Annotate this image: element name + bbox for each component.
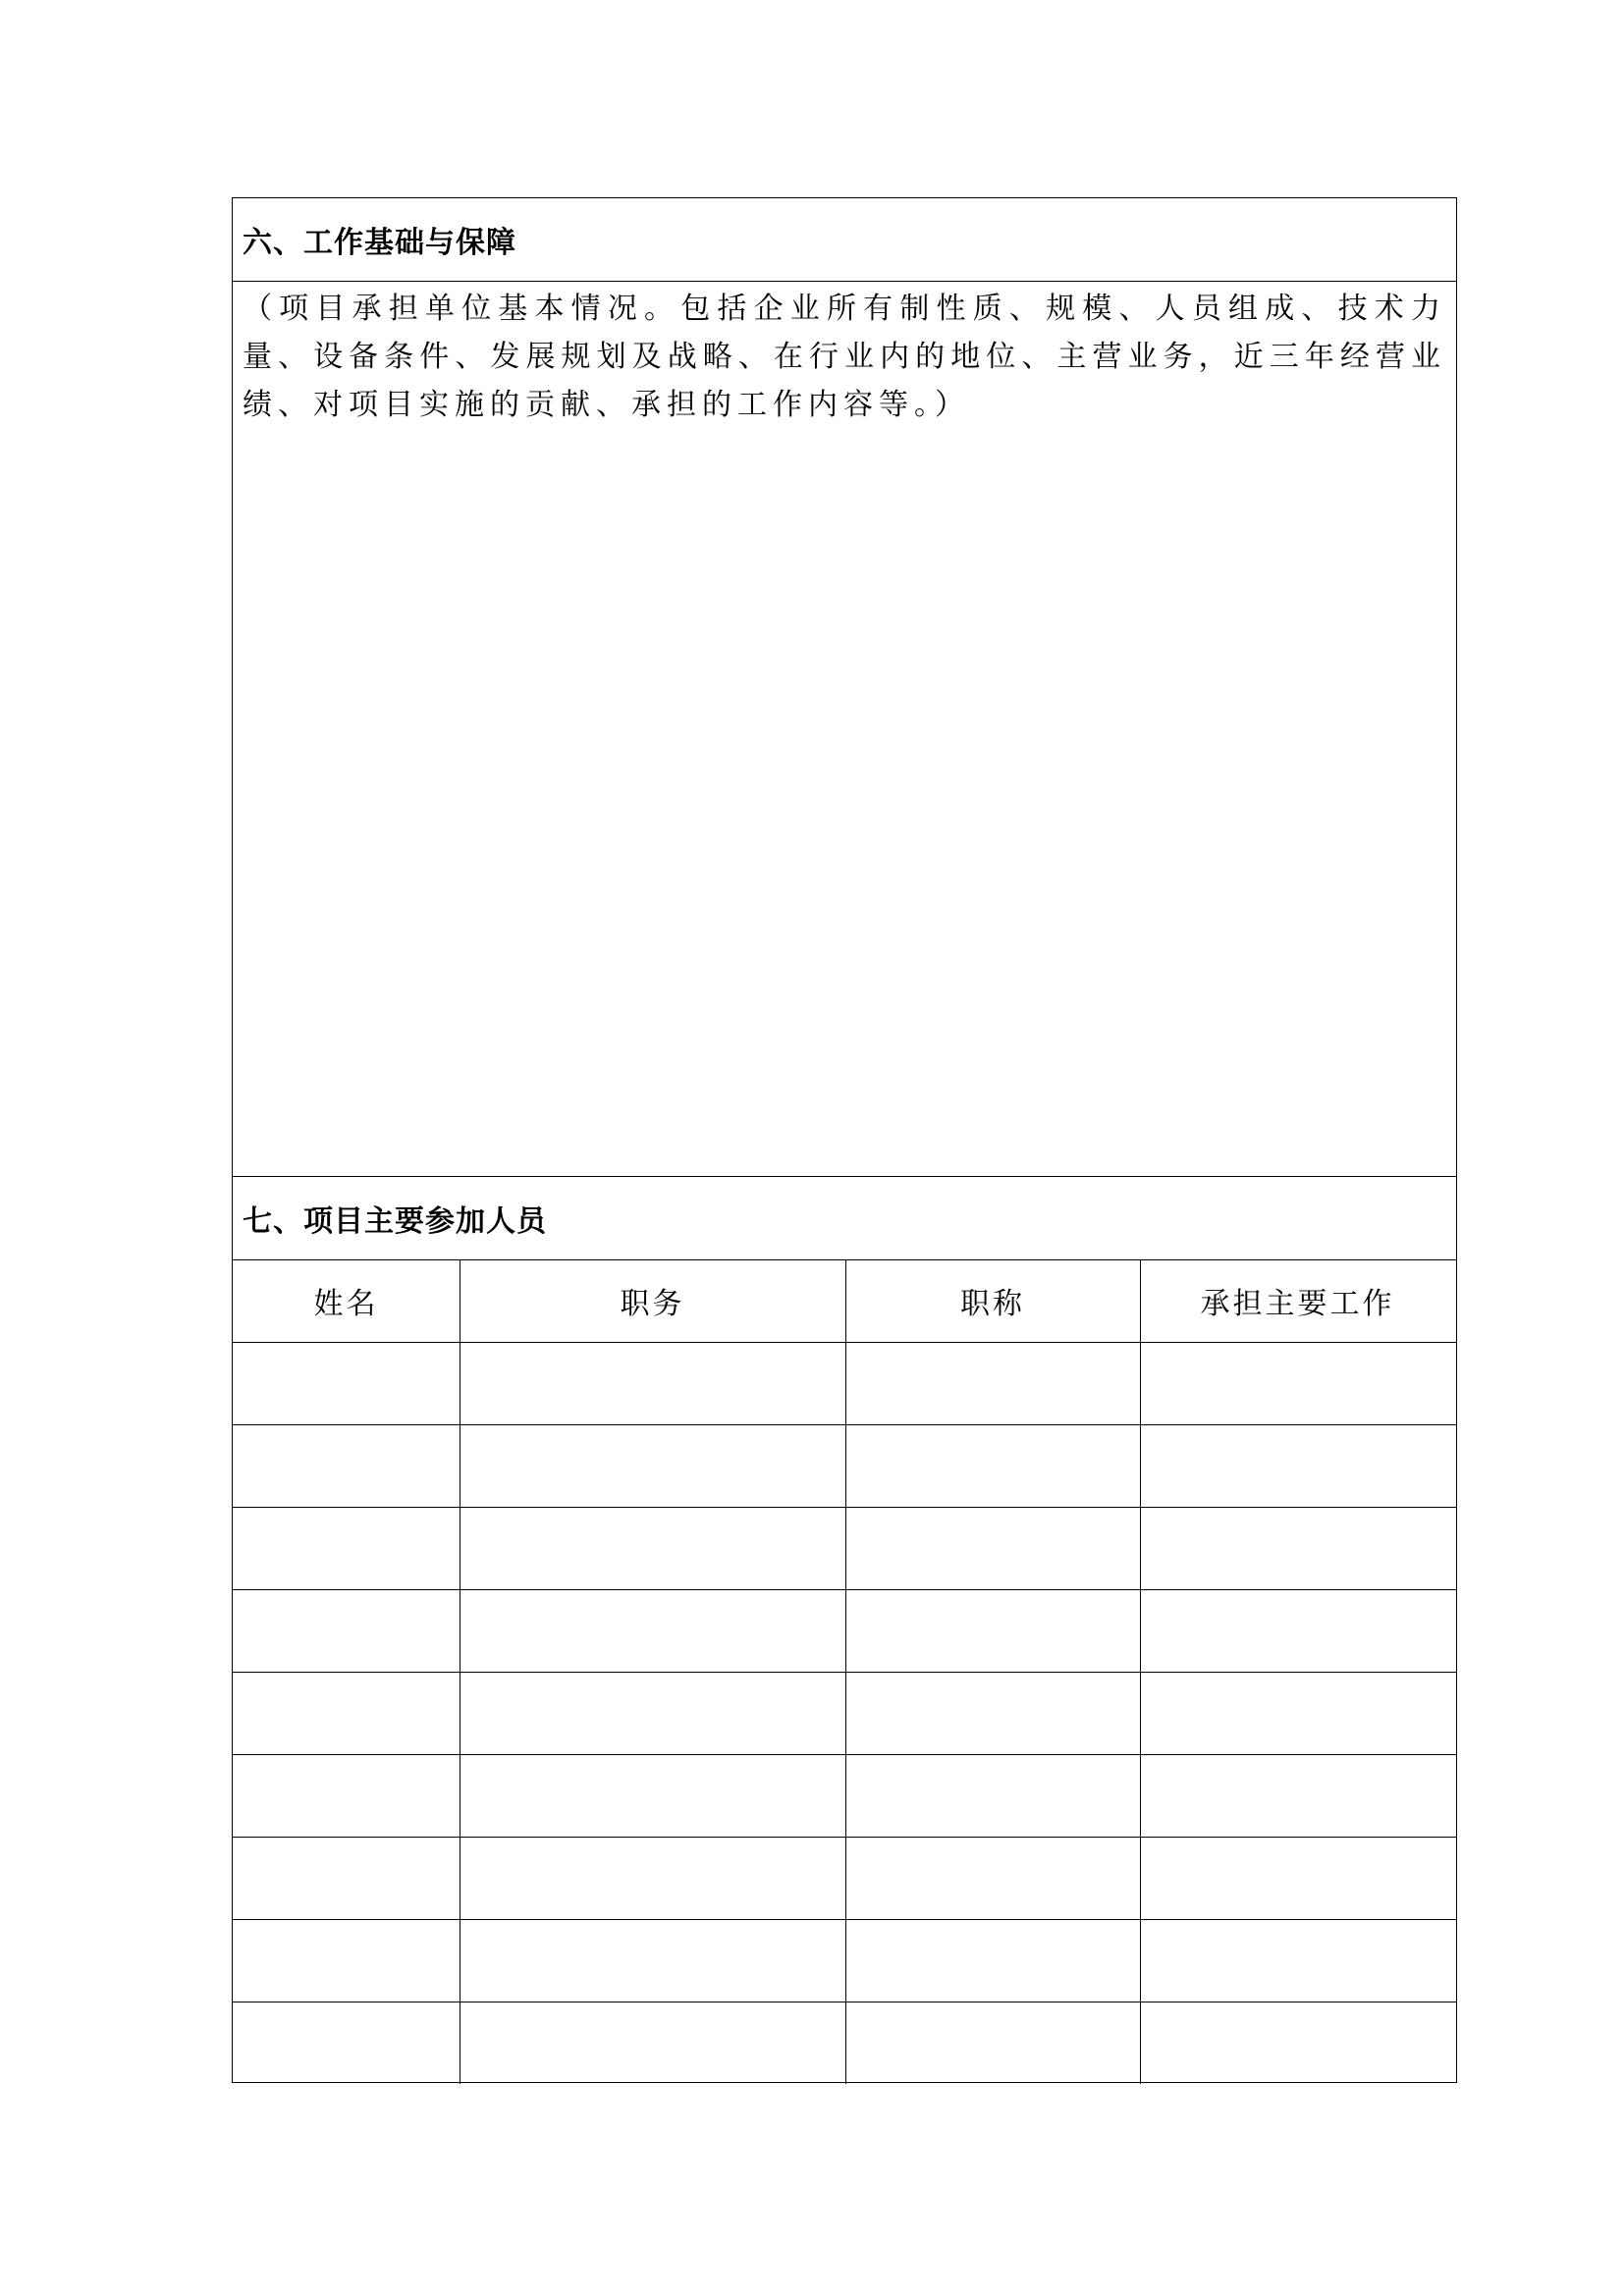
column-divider [1140, 1259, 1141, 2084]
position-cell[interactable] [460, 1342, 845, 1424]
row-divider [233, 1507, 1456, 1508]
table-row [233, 1424, 1456, 1507]
main-work-cell[interactable] [1140, 2002, 1455, 2084]
title-cell[interactable] [845, 1672, 1140, 1754]
table-row [233, 1507, 1456, 1589]
section-6-title: 六、工作基础与保障 [243, 226, 516, 260]
header-title: 职称 [960, 1287, 1025, 1321]
main-work-cell[interactable] [1140, 1672, 1455, 1754]
table-row [233, 1342, 1456, 1424]
table-row [233, 1919, 1456, 2002]
title-cell[interactable] [845, 1342, 1140, 1424]
position-cell[interactable] [460, 1672, 845, 1754]
section-6-description[interactable]: （项目承担单位基本情况。包括企业所有制性质、规模、人员组成、技术力量、设备条件、发展规划及战略、在行业内的地位、主营业务，近三年经营业绩、对项目实施的贡献、承担的工作内容等。） [243, 292, 1446, 422]
table-row [233, 2002, 1456, 2084]
form-table [232, 197, 1457, 2083]
name-cell[interactable] [233, 1754, 460, 1837]
position-cell[interactable] [460, 1589, 845, 1672]
name-cell[interactable] [233, 1589, 460, 1672]
row-divider [233, 1589, 1456, 1590]
main-work-cell[interactable] [1140, 1507, 1455, 1589]
row-divider [233, 1919, 1456, 1920]
main-work-cell[interactable] [1140, 1342, 1455, 1424]
name-cell[interactable] [233, 1672, 460, 1754]
divider [233, 281, 1456, 282]
position-cell[interactable] [460, 1837, 845, 1919]
position-cell[interactable] [460, 1424, 845, 1507]
title-cell[interactable] [845, 1919, 1140, 2002]
header-main-work: 承担主要工作 [1200, 1287, 1395, 1321]
name-cell[interactable] [233, 1342, 460, 1424]
row-divider [233, 1754, 1456, 1755]
name-cell[interactable] [233, 1507, 460, 1589]
main-work-cell[interactable] [1140, 1837, 1455, 1919]
header-name: 姓名 [313, 1287, 379, 1321]
table-row [233, 1589, 1456, 1672]
name-cell[interactable] [233, 1837, 460, 1919]
row-divider [233, 1424, 1456, 1425]
column-divider [845, 1259, 846, 2084]
row-divider [233, 1672, 1456, 1673]
table-row [233, 1754, 1456, 1837]
table-row [233, 1672, 1456, 1754]
main-work-cell[interactable] [1140, 1424, 1455, 1507]
name-cell[interactable] [233, 1424, 460, 1507]
row-divider [233, 1837, 1456, 1838]
title-cell[interactable] [845, 1589, 1140, 1672]
personnel-table [233, 1259, 1456, 2084]
main-work-cell[interactable] [1140, 1589, 1455, 1672]
position-cell[interactable] [460, 1507, 845, 1589]
position-cell[interactable] [460, 2002, 845, 2084]
section-7-title: 七、项目主要参加人员 [243, 1204, 547, 1239]
name-cell[interactable] [233, 2002, 460, 2084]
title-cell[interactable] [845, 1507, 1140, 1589]
position-cell[interactable] [460, 1919, 845, 2002]
header-position: 职务 [620, 1287, 685, 1321]
title-cell[interactable] [845, 2002, 1140, 2084]
position-cell[interactable] [460, 1754, 845, 1837]
main-work-cell[interactable] [1140, 1754, 1455, 1837]
row-divider [233, 1342, 1456, 1343]
table-row [233, 1837, 1456, 1919]
title-cell[interactable] [845, 1754, 1140, 1837]
main-work-cell[interactable] [1140, 1919, 1455, 2002]
title-cell[interactable] [845, 1424, 1140, 1507]
title-cell[interactable] [845, 1837, 1140, 1919]
name-cell[interactable] [233, 1919, 460, 2002]
